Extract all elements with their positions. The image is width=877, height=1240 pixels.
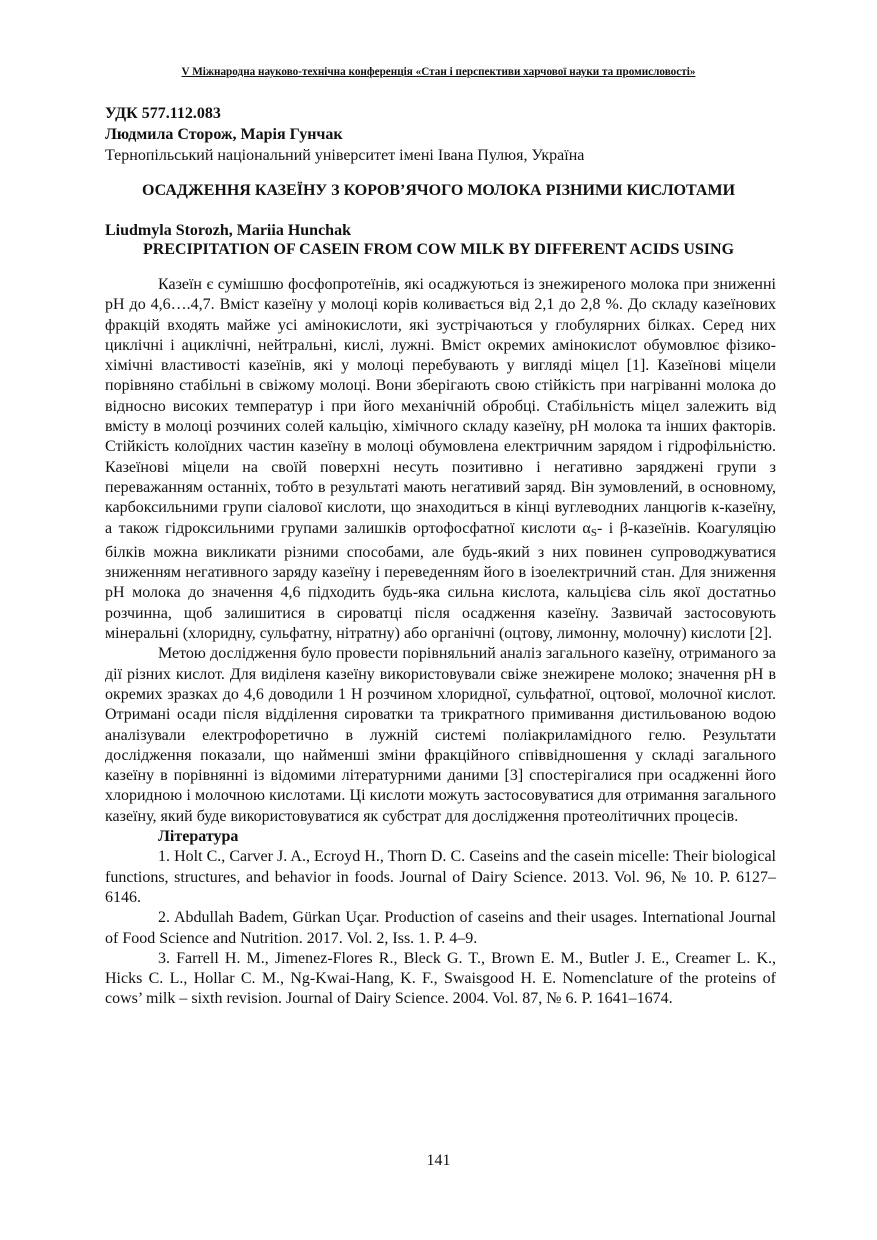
running-header: V Міжнародна науково-технічна конференція «Стан і перспективи харчової науки та промисловості» <box>181 66 696 78</box>
reference-item: 2. Abdullah Badem, Gürkan Uçar. Production of caseins and their usages. International Journal of Food Science and Nutrition. 2017. Vol. 2, Iss. 1. P. 4–9. <box>105 909 776 947</box>
page-number: 141 <box>426 1152 451 1169</box>
udc-code: УДК 577.112.083 <box>105 105 221 122</box>
authors-english: Liudmyla Storozh, Mariia Hunchak <box>105 222 351 239</box>
title-ukrainian: ОСАДЖЕННЯ КАЗЕЇНУ З КОРОВ’ЯЧОГО МОЛОКА РІЗНИМИ КИСЛОТАМИ <box>141 182 736 199</box>
authors-ukrainian: Людмила Сторож, Марія Гунчак <box>105 126 343 143</box>
article-body <box>105 275 776 1010</box>
paragraph-intro <box>105 275 776 644</box>
title-english: PRECIPITATION OF CASEIN FROM COW MILK BY DIFFERENT ACIDS USING <box>142 241 735 258</box>
alpha-subscript: S <box>590 526 597 539</box>
paragraph-intro-text-b: - і β-казеїнів. Коагуляцію білків можна викликати різними способами, але будь-який з них повинен супроводжуватися зниженням негативного заряду казеїну і переведенням його в ізоелектричний стан. Для зниження рН молока до значення 4,6 підходить будь-яка сильна кислота, кальцієва сіль якої достатньо розчинна, щоб залишитися в сироватці після осадження казеїну. Зазвичай застосовують мінеральні (хлоридну, сульфатну, нітратну) або органічні (оцтову, лимонну, молочну) кислоти [2]. <box>105 519 776 643</box>
affiliation: Тернопільський національний університет імені Івана Пулюя, Україна <box>105 147 585 164</box>
reference-item: 3. Farrell H. M., Jimenez-Flores R., Bleck G. T., Brown E. M., Butler J. E., Creamer L. K., Hicks C. L., Hollar C. M., Ng-Kwai-Hang, K. F., Swaisgood H. E. Nomenclature of the proteins of cows’ milk – sixth revision. Journal of Dairy Science. 2004. Vol. 87, № 6. P. 1641–1674. <box>105 949 776 1008</box>
reference-item: 1. Holt C., Carver J. A., Ecroyd H., Thorn D. C. Caseins and the casein micelle: Their biological functions, structures, and behavior in foods. Journal of Dairy Science. 2013. Vol. 96, № 10. P. 6127–6146. <box>105 848 776 906</box>
literature-heading: Література <box>158 828 239 846</box>
paragraph-method: Метою дослідження було провести порівняльний аналіз загального казеїну, отриманого за дії різних кислот. Для виділеня казеїну використовували свіже знежирене молоко; значення рН в окремих зразках до 4,6 доводили 1 Н розчином хлоридної, сульфатної, оцтової, молочної кислот. Отримані осади після відділення сироватки та трикратного примивання дистильованою водою аналізували електрофоретично в лужній системі поліакриламідного гелю. Результати дослідження показали, що найменші зміни фракційного співвідношення у складі загального казеїну в порівнянні із відомими літературними даними [3] спостерігалися при осадженні його хлоридною і молочною кислотами. Ці кислоти можуть застосовуватися для отримання загального казеїну, який буде використовуватися як субстрат для дослідження протеолітичних процесів. <box>105 645 776 825</box>
paragraph-intro-text-a: Казеїн є сумішшю фосфопротеїнів, які осаджуються із знежиреного молока при зниженні рН до 4,6….4,7. Вміст казеїну у молоці корів коливається від 2,1 до 2,8 %. До складу казеїнових фракцій входять майже усі амінокислоти, які зустрічаються у глобулярних білках. Серед них циклічні і ациклічні, нейтральні, кислі, лужні. Вміст окремих амінокислот обумовлює фізико-хімічні властивості казеїнів, які у молоці перебувають у вигляді міцел [1]. Казеїнові міцели порівняно стабільні в свіжому молоці. Вони зберігають свою стійкість при нагріванні молока до відносно високих температур і при його механічній обробці. Стабільність міцел залежить від вмісту в молоці розчиних солей кальцію, хімічного складу казеїну, рН молока та інших факторів. Стійкість колоїдних частин казеїну в молоці обумовлена електричним зарядом і гідрофільністю. Казеїнові міцели на своїй поверхні несуть позитивно і негативно заряджені групи з переважанням останніх, тобто в результаті мають негативий заряд. Він зумовлений, в основному, карбоксильними групи сіалової кислоти, що знаходиться в кінці вуглеводних ланцюгів к-казеїну, а також гідроксильними групами залишків ортофосфатної кислоти α <box>105 276 776 537</box>
